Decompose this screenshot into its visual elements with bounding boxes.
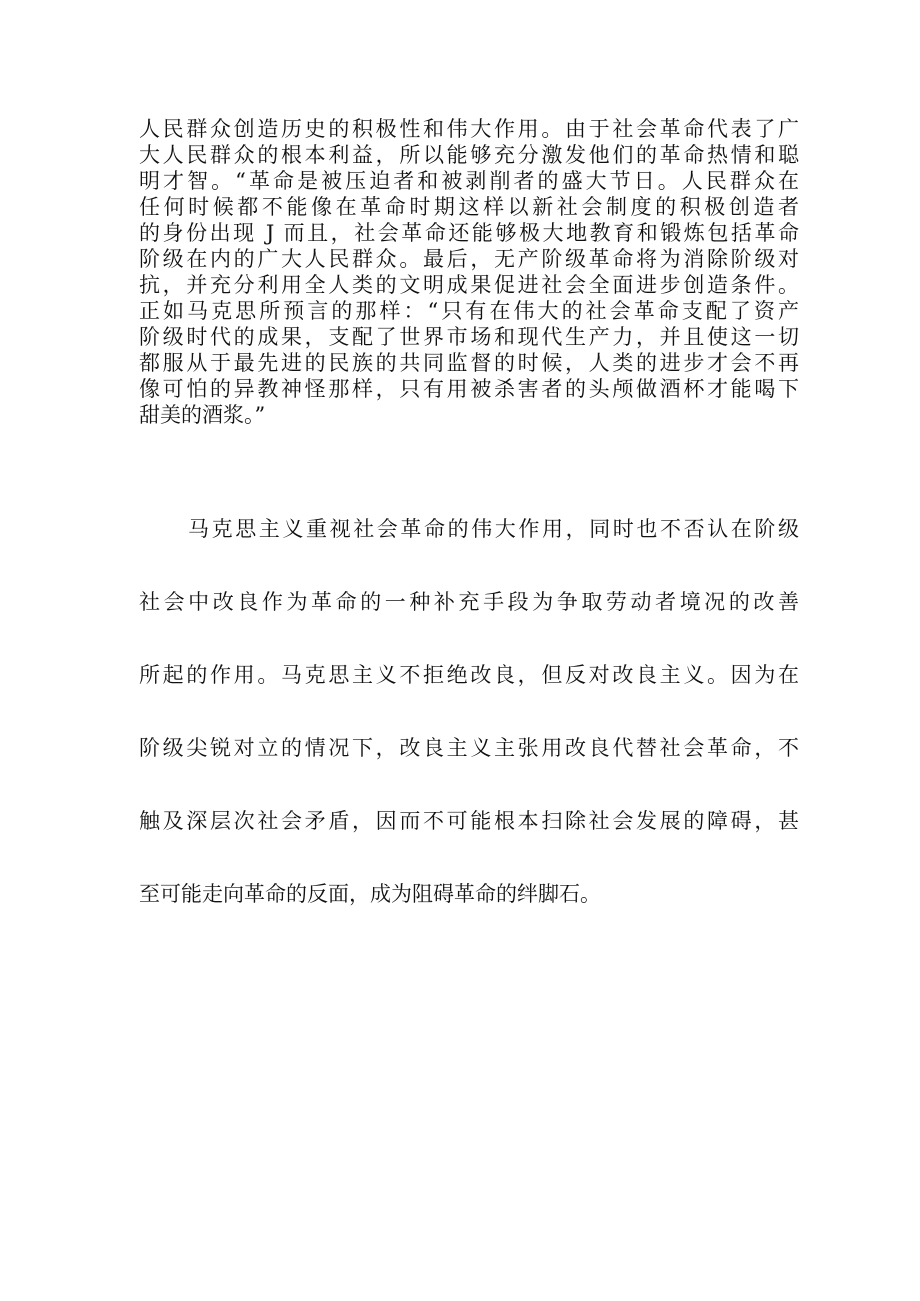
paragraph-line: 都服从于最先进的民族的共同监督的时候，人类的进步才会不再 [139, 351, 799, 375]
paragraph-line: 正如马克思所预言的那样：“只有在伟大的社会革命支配了资产 [139, 299, 799, 323]
paragraph-line: 明才智。“革命是被压迫者和被剥削者的盛大节日。人民群众在 [139, 169, 799, 193]
paragraph-line: 至可能走向革命的反面，成为阻碍革命的绊脚石。 [139, 882, 601, 906]
paragraph-line: 阶级在内的广大人民群众。最后，无产阶级革命将为消除阶级对 [139, 247, 799, 271]
paragraph-line: 抗，并充分利用全人类的文明成果促进社会全面进步创造条件。 [139, 273, 799, 297]
paragraph-2 [139, 517, 799, 955]
paragraph-line: 人民群众创造历史的积极性和伟大作用。由于社会革命代表了广 [139, 117, 799, 141]
paragraph-line: 触及深层次社会矛盾，因而不可能根本扫除社会发展的障碍，甚 [139, 809, 799, 833]
paragraph-line: 社会中改良作为革命的一种补充手段为争取劳动者境况的改善 [139, 590, 799, 614]
paragraph-line: 甜美的酒浆。” [139, 403, 266, 427]
paragraph-1 [139, 116, 799, 428]
paragraph-line: 阶级尖锐对立的情况下，改良主义主张用改良代替社会革命，不 [139, 736, 799, 760]
paragraph-line: 所起的作用。马克思主义不拒绝改良，但反对改良主义。因为在 [139, 663, 799, 687]
paragraph-line: 的身份出现 J 而且，社会革命还能够极大地教育和锻炼包括革命 [139, 221, 799, 245]
paragraph-line: 阶级时代的成果，支配了世界市场和现代生产力，并且使这一切 [139, 325, 799, 349]
paragraph-line: 像可怕的异教神怪那样，只有用被杀害者的头颅做酒杯才能喝下 [139, 377, 799, 401]
paragraph-line: 大人民群众的根本利益，所以能够充分激发他们的革命热情和聪 [139, 143, 799, 167]
paragraph-line: 马克思主义重视社会革命的伟大作用，同时也不否认在阶级 [188, 517, 799, 541]
paragraph-line: 任何时候都不能像在革命时期这样以新社会制度的积极创造者 [139, 195, 799, 219]
